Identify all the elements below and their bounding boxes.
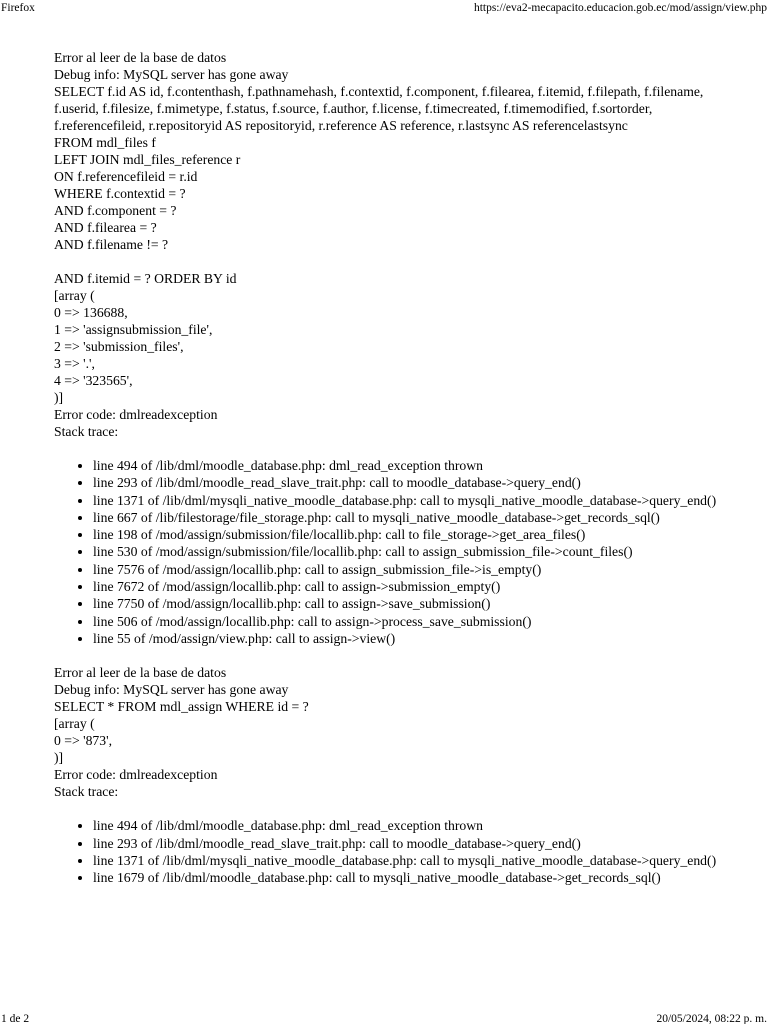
- stack-trace-item: • line 7672 of /mod/assign/locallib.php: call to assign->submission_empty(): [93, 578, 744, 595]
- page-number: 1 de 2: [1, 1013, 30, 1024]
- stack-trace-label: Stack trace:: [54, 784, 119, 800]
- sql-line: 0 => 136688,: [54, 305, 128, 320]
- sql-line: ON f.referencefileid = r.id: [54, 169, 198, 184]
- sql-line: )]: [54, 390, 64, 405]
- sql-query-lines: [54, 134, 744, 406]
- sql-line: [array (: [54, 288, 95, 303]
- sql-line: 2 => 'submission_files',: [54, 339, 184, 354]
- sql-line: SELECT * FROM mdl_assign WHERE id = ?: [54, 699, 309, 715]
- debug-info: Debug info: MySQL server has gone away: [54, 682, 289, 698]
- stack-trace-item: • line 494 of /lib/dml/moodle_database.php: dml_read_exception thrown: [93, 817, 744, 834]
- stack-trace-item: • line 293 of /lib/dml/moodle_read_slave_trait.php: call to moodle_database->query_end(): [93, 474, 744, 491]
- sql-line: FROM mdl_files f: [54, 135, 156, 150]
- sql-line: AND f.filename != ?: [54, 237, 169, 252]
- stack-trace-item: • line 7576 of /mod/assign/locallib.php: call to assign_submission_file->is_empty(): [93, 561, 744, 578]
- stack-trace-item: • line 1679 of /lib/dml/moodle_database.php: call to mysqli_native_moodle_database->get_records_sql(): [93, 869, 744, 886]
- error-title: Error al leer de la base de datos: [54, 665, 227, 681]
- stack-trace-item: • line 494 of /lib/dml/moodle_database.php: dml_read_exception thrown: [93, 457, 744, 474]
- error-code: Error code: dmlreadexception: [54, 767, 218, 783]
- print-datetime: 20/05/2024, 08:22 p. m.: [656, 1013, 767, 1024]
- stack-trace-label: Stack trace:: [54, 424, 119, 439]
- sql-select: SELECT f.id AS id, f.contenthash, f.pathnamehash, f.contextid, f.component, f.filearea, f.itemid, f.filepath, f.filename, f.userid, f.filesize, f.mimetype, f.status, f.source, f.author, f.license, f.timecreated, f.timemodified, f.sortorder, f.referencefileid, r.repositoryid AS repositoryid, r.reference AS reference, r.lastsync AS referencelastsync: [54, 84, 704, 133]
- stack-trace-list: [54, 457, 744, 647]
- error-content: [54, 49, 744, 903]
- page-url: https://eva2-mecapacito.educacion.gob.ec/mod/assign/view.php: [473, 2, 767, 14]
- stack-trace-item: • line 55 of /mod/assign/view.php: call to assign->view(): [93, 630, 744, 647]
- sql-line: LEFT JOIN mdl_files_reference r: [54, 152, 241, 167]
- print-header: [0, 0, 768, 16]
- sql-query-lines: [54, 698, 744, 766]
- stack-trace-item: • line 506 of /mod/assign/locallib.php: call to assign->process_save_submission(): [93, 613, 744, 630]
- sql-line: AND f.itemid = ? ORDER BY id: [54, 271, 237, 286]
- sql-line: [54, 253, 744, 270]
- stack-trace-item: • line 530 of /mod/assign/submission/file/locallib.php: call to assign_submission_file->count_files(): [93, 543, 744, 560]
- stack-trace-list: [54, 817, 744, 886]
- sql-line: )]: [54, 750, 64, 766]
- sql-line: WHERE f.contextid = ?: [54, 186, 186, 201]
- debug-info: Debug info: MySQL server has gone away: [54, 67, 289, 82]
- browser-name: Firefox: [1, 2, 35, 14]
- stack-trace-item: • line 667 of /lib/filestorage/file_storage.php: call to mysqli_native_moodle_database->get_records_sql(): [93, 509, 744, 526]
- sql-line: 1 => 'assignsubmission_file',: [54, 322, 213, 337]
- sql-line: 4 => '323565',: [54, 373, 133, 388]
- stack-trace-item: • line 293 of /lib/dml/moodle_read_slave_trait.php: call to moodle_database->query_end(): [93, 835, 744, 852]
- error-title: Error al leer de la base de datos: [54, 50, 227, 65]
- stack-trace-item: • line 1371 of /lib/dml/mysqli_native_moodle_database.php: call to mysqli_native_moodle_database->query_end(): [93, 852, 744, 869]
- sql-line: AND f.filearea = ?: [54, 220, 157, 235]
- sql-line: AND f.component = ?: [54, 203, 177, 218]
- error-block-2: [54, 664, 744, 886]
- print-footer: [0, 1011, 768, 1024]
- error-block-1: [54, 49, 744, 647]
- error-code: Error code: dmlreadexception: [54, 407, 218, 422]
- sql-line: 0 => '873',: [54, 733, 113, 749]
- stack-trace-item: • line 7750 of /mod/assign/locallib.php: call to assign->save_submission(): [93, 595, 744, 612]
- sql-line: [array (: [54, 716, 95, 732]
- sql-line: 3 => '.',: [54, 356, 95, 371]
- stack-trace-item: • line 1371 of /lib/dml/mysqli_native_moodle_database.php: call to mysqli_native_moodle_database->query_end(): [93, 492, 744, 509]
- stack-trace-item: • line 198 of /mod/assign/submission/file/locallib.php: call to file_storage->get_area_files(): [93, 526, 744, 543]
